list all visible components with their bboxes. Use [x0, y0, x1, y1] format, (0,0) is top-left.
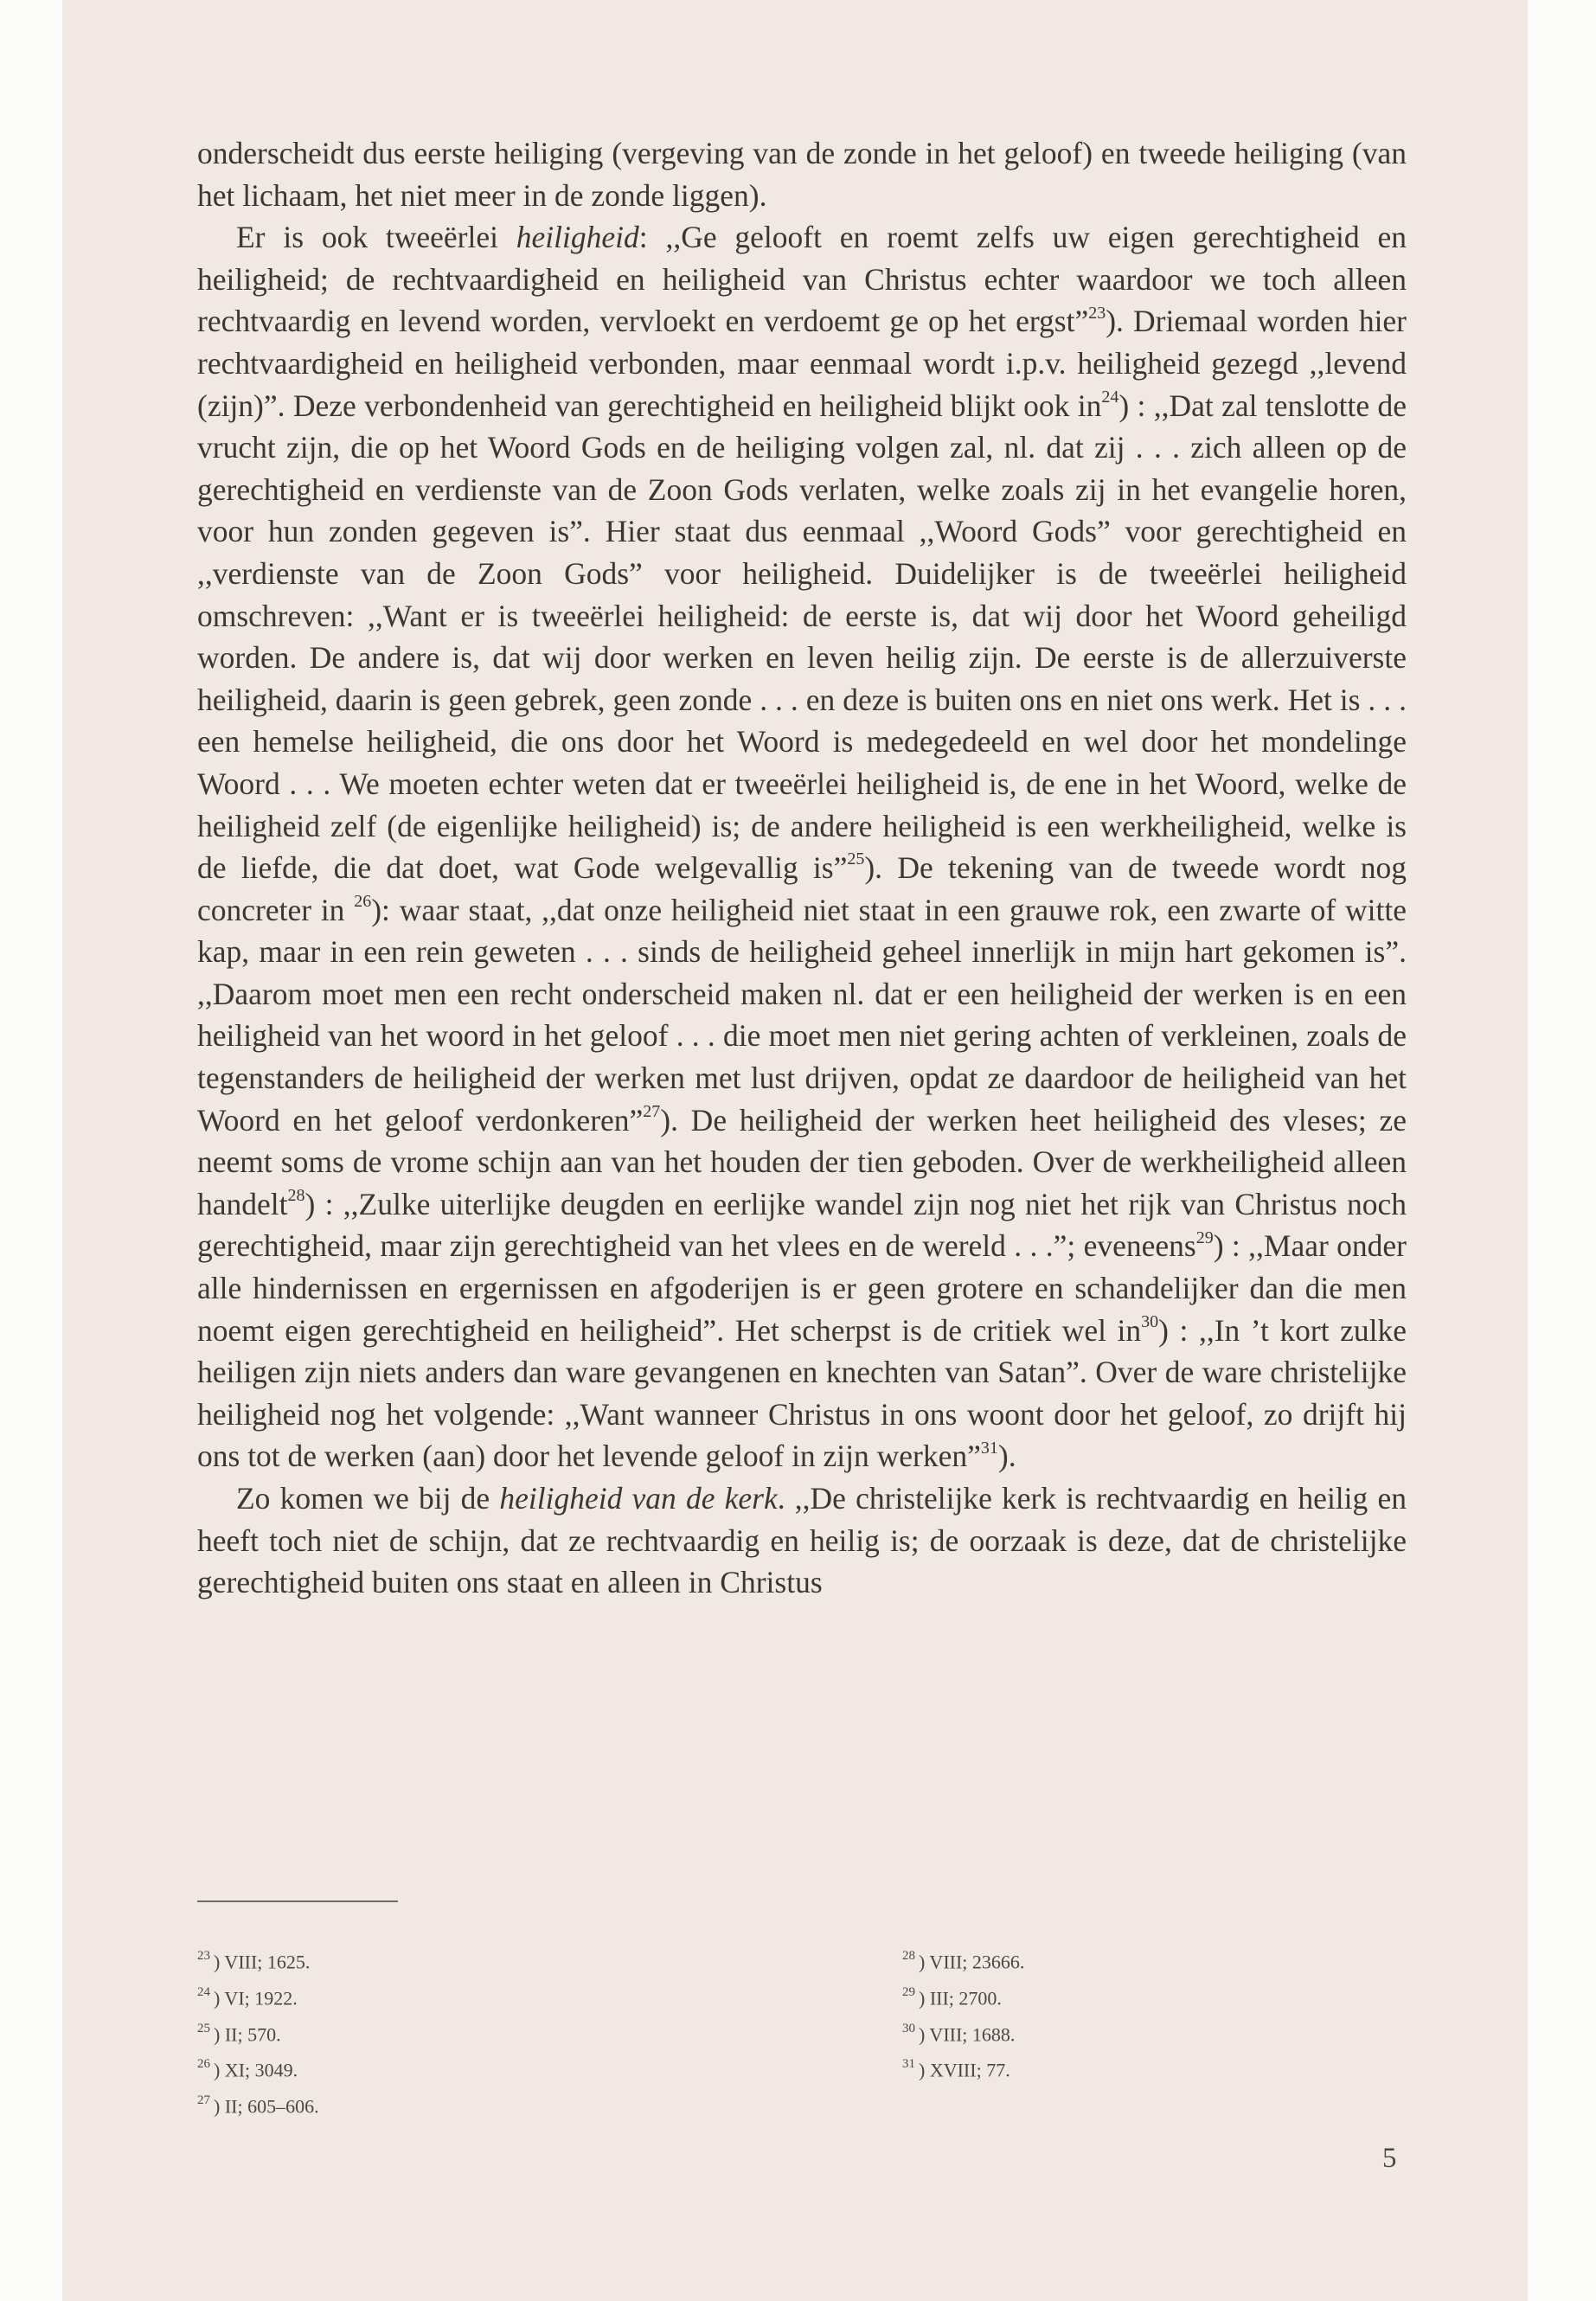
- footnote-text: ) XVIII; 77.: [919, 2059, 1010, 2081]
- footnote-number: 23: [197, 1949, 210, 1963]
- footnote-text: ) II; 570.: [214, 2022, 281, 2045]
- footnote-number: 31: [902, 2057, 915, 2072]
- footnote-text: ) XI; 3049.: [214, 2059, 298, 2081]
- footnote-number: 30: [902, 2021, 915, 2035]
- footnote-25: [197, 2015, 319, 2051]
- footnote-31: [902, 2050, 1024, 2086]
- footnote-text: ) VI; 1922.: [214, 1987, 298, 2009]
- footnote-text: ) VIII; 1625.: [214, 1951, 311, 1973]
- paragraph-3: Zo komen we bij de heiligheid van de kerk. ,,De christelijke kerk is rechtvaardig en heilig en heeft toch niet de schijn, dat ze rechtvaardig en heilig is; de oorzaak is deze, dat de christelijke gerechtigheid buiten ons staat en alleen in Christus: [197, 1481, 1407, 1600]
- footnotes-right: [902, 1942, 1024, 2086]
- footnote-text: ) VIII; 23666.: [919, 1951, 1025, 1973]
- footnote-27: [197, 2086, 319, 2123]
- footnote-29: [902, 1978, 1024, 2015]
- footnote-30: [902, 2015, 1024, 2051]
- footnote-number: 29: [902, 1984, 915, 1999]
- footnotes-left: [197, 1942, 319, 2123]
- footnote-number: 27: [197, 2093, 210, 2108]
- footnote-24: [197, 1978, 319, 2015]
- paragraph-1: onderscheidt dus eerste heiliging (vergeving van de zonde in het geloof) en tweede heiliging (van het lichaam, het niet meer in de zonde liggen).: [197, 136, 1407, 213]
- footnote-26: [197, 2050, 319, 2086]
- footnote-text: ) III; 2700.: [919, 1987, 1002, 2009]
- footnote-number: 24: [197, 1984, 210, 1999]
- footnote-text: ) II; 605–606.: [214, 2095, 319, 2118]
- footnote-number: 26: [197, 2057, 210, 2072]
- footnote-23: [197, 1942, 319, 1978]
- footnote-rule: [197, 1900, 398, 1902]
- footnote-text: ) VIII; 1688.: [919, 2022, 1016, 2045]
- footnote-28: [902, 1942, 1024, 1978]
- page-number: 5: [1382, 2143, 1397, 2174]
- paragraph-2: Er is ook tweeërlei heiligheid: ,,Ge gelooft en roemt zelfs uw eigen gerechtigheid en heiligheid; de rechtvaardigheid en heiligheid van Christus echter waardoor we toch alleen rechtvaardig en levend worden, vervloekt en verdoemt ge op het ergst”$^{23}$). Driemaal worden hier rechtvaardigheid en heiligheid verbonden, maar eenmaal wordt i.p.v. heiligheid gezegd ,,levend (zijn)”. Deze verbondenheid van gerechtigheid en heiligheid blijkt ook $in^{24}$) : ,,Dat zal tenslotte de vrucht zijn, die op het Woord Gods en de heiliging volgen zal, nl. dat zij . . . zich alleen op de gerechtigheid en verdienste van de Zoon Gods verlaten, welke zoals zij in het evangelie horen, voor hun zonden gegeven is”. Hier staat dus eenmaal ,,Woord Gods” voor gerechtigheid en ,,verdienste van de Zoon Gods” voor heiligheid. Duidelijker is de tweeërlei heiligheid omschreven: ,,Want er is tweeërlei heiligheid: de eerste is, dat wij door het Woord geheiligd worden. De andere is, dat wij door werken en leven heilig zijn. De eerste is de allerzuiverste heiligheid, daarin is geen gebrek, geen zonde . . . en deze is buiten ons en niet ons werk. Het is . . . een hemelse heiligheid, die ons door het Woord is medegedeeld en wel door het mondelinge Woord . . . We moeten echter weten dat er tweeërlei heiligheid is, de ene in het Woord, welke de heiligheid zelf (de eigenlijke heiligheid) is; de andere heiligheid is een werkheiligheid, welke is de liefde, die dat doet, wat Gode welgevallig is”$^{25}$). De tekening van de tweede wordt nog concreter in $^{26}$): waar staat, ,,dat onze heiligheid niet staat in een grauwe rok, een zwarte of witte kap, maar in een rein geweten . . . sinds de heiligheid geheel innerlijk in mijn hart gekomen is”. ,,Daarom moet men een recht onderscheid maken nl. dat er een heiligheid der werken is en een heiligheid van het woord in het geloof . . . die moet men niet gering achten of verkleinen, zoals de tegenstanders de heiligheid der werken met lust drijven, opdat ze daardoor de heiligheid van het Woord en het geloof verdonkeren”$^{27}$). De heiligheid der werken heet heiligheid des vleses; ze neemt soms de vrome schijn aan van het houden der tien geboden. Over de werkheiligheid alleen handelt$^{28}$) : ,,Zulke uiterlijke deugden en eerlijke wandel zijn nog niet het rijk van Christus noch gerechtigheid, maar zijn gerechtigheid van het vlees en de wereld . . .”; eveneens$^{29}$) : ,,Maar onder alle hindernissen en ergernissen en afgoderijen is er geen grotere en schandelijker dan die men noemt eigen gerechtigheid en heiligheid”. Het scherpst is de critiek wel $in^{30}$) : ,,In ’t kort zulke heiligen zijn niets anders dan ware gevangenen en knechten van Satan”. Over de ware christelijke heiligheid nog het volgende: ,,Want wanneer Christus in ons woont door het geloof, zo drijft hij ons tot de werken (aan) door het levende geloof in zijn werken”$^{31}$).: [197, 220, 1407, 1474]
- footnote-number: 25: [197, 2021, 210, 2035]
- footnote-number: 28: [902, 1949, 915, 1963]
- body-text: [197, 132, 1407, 1604]
